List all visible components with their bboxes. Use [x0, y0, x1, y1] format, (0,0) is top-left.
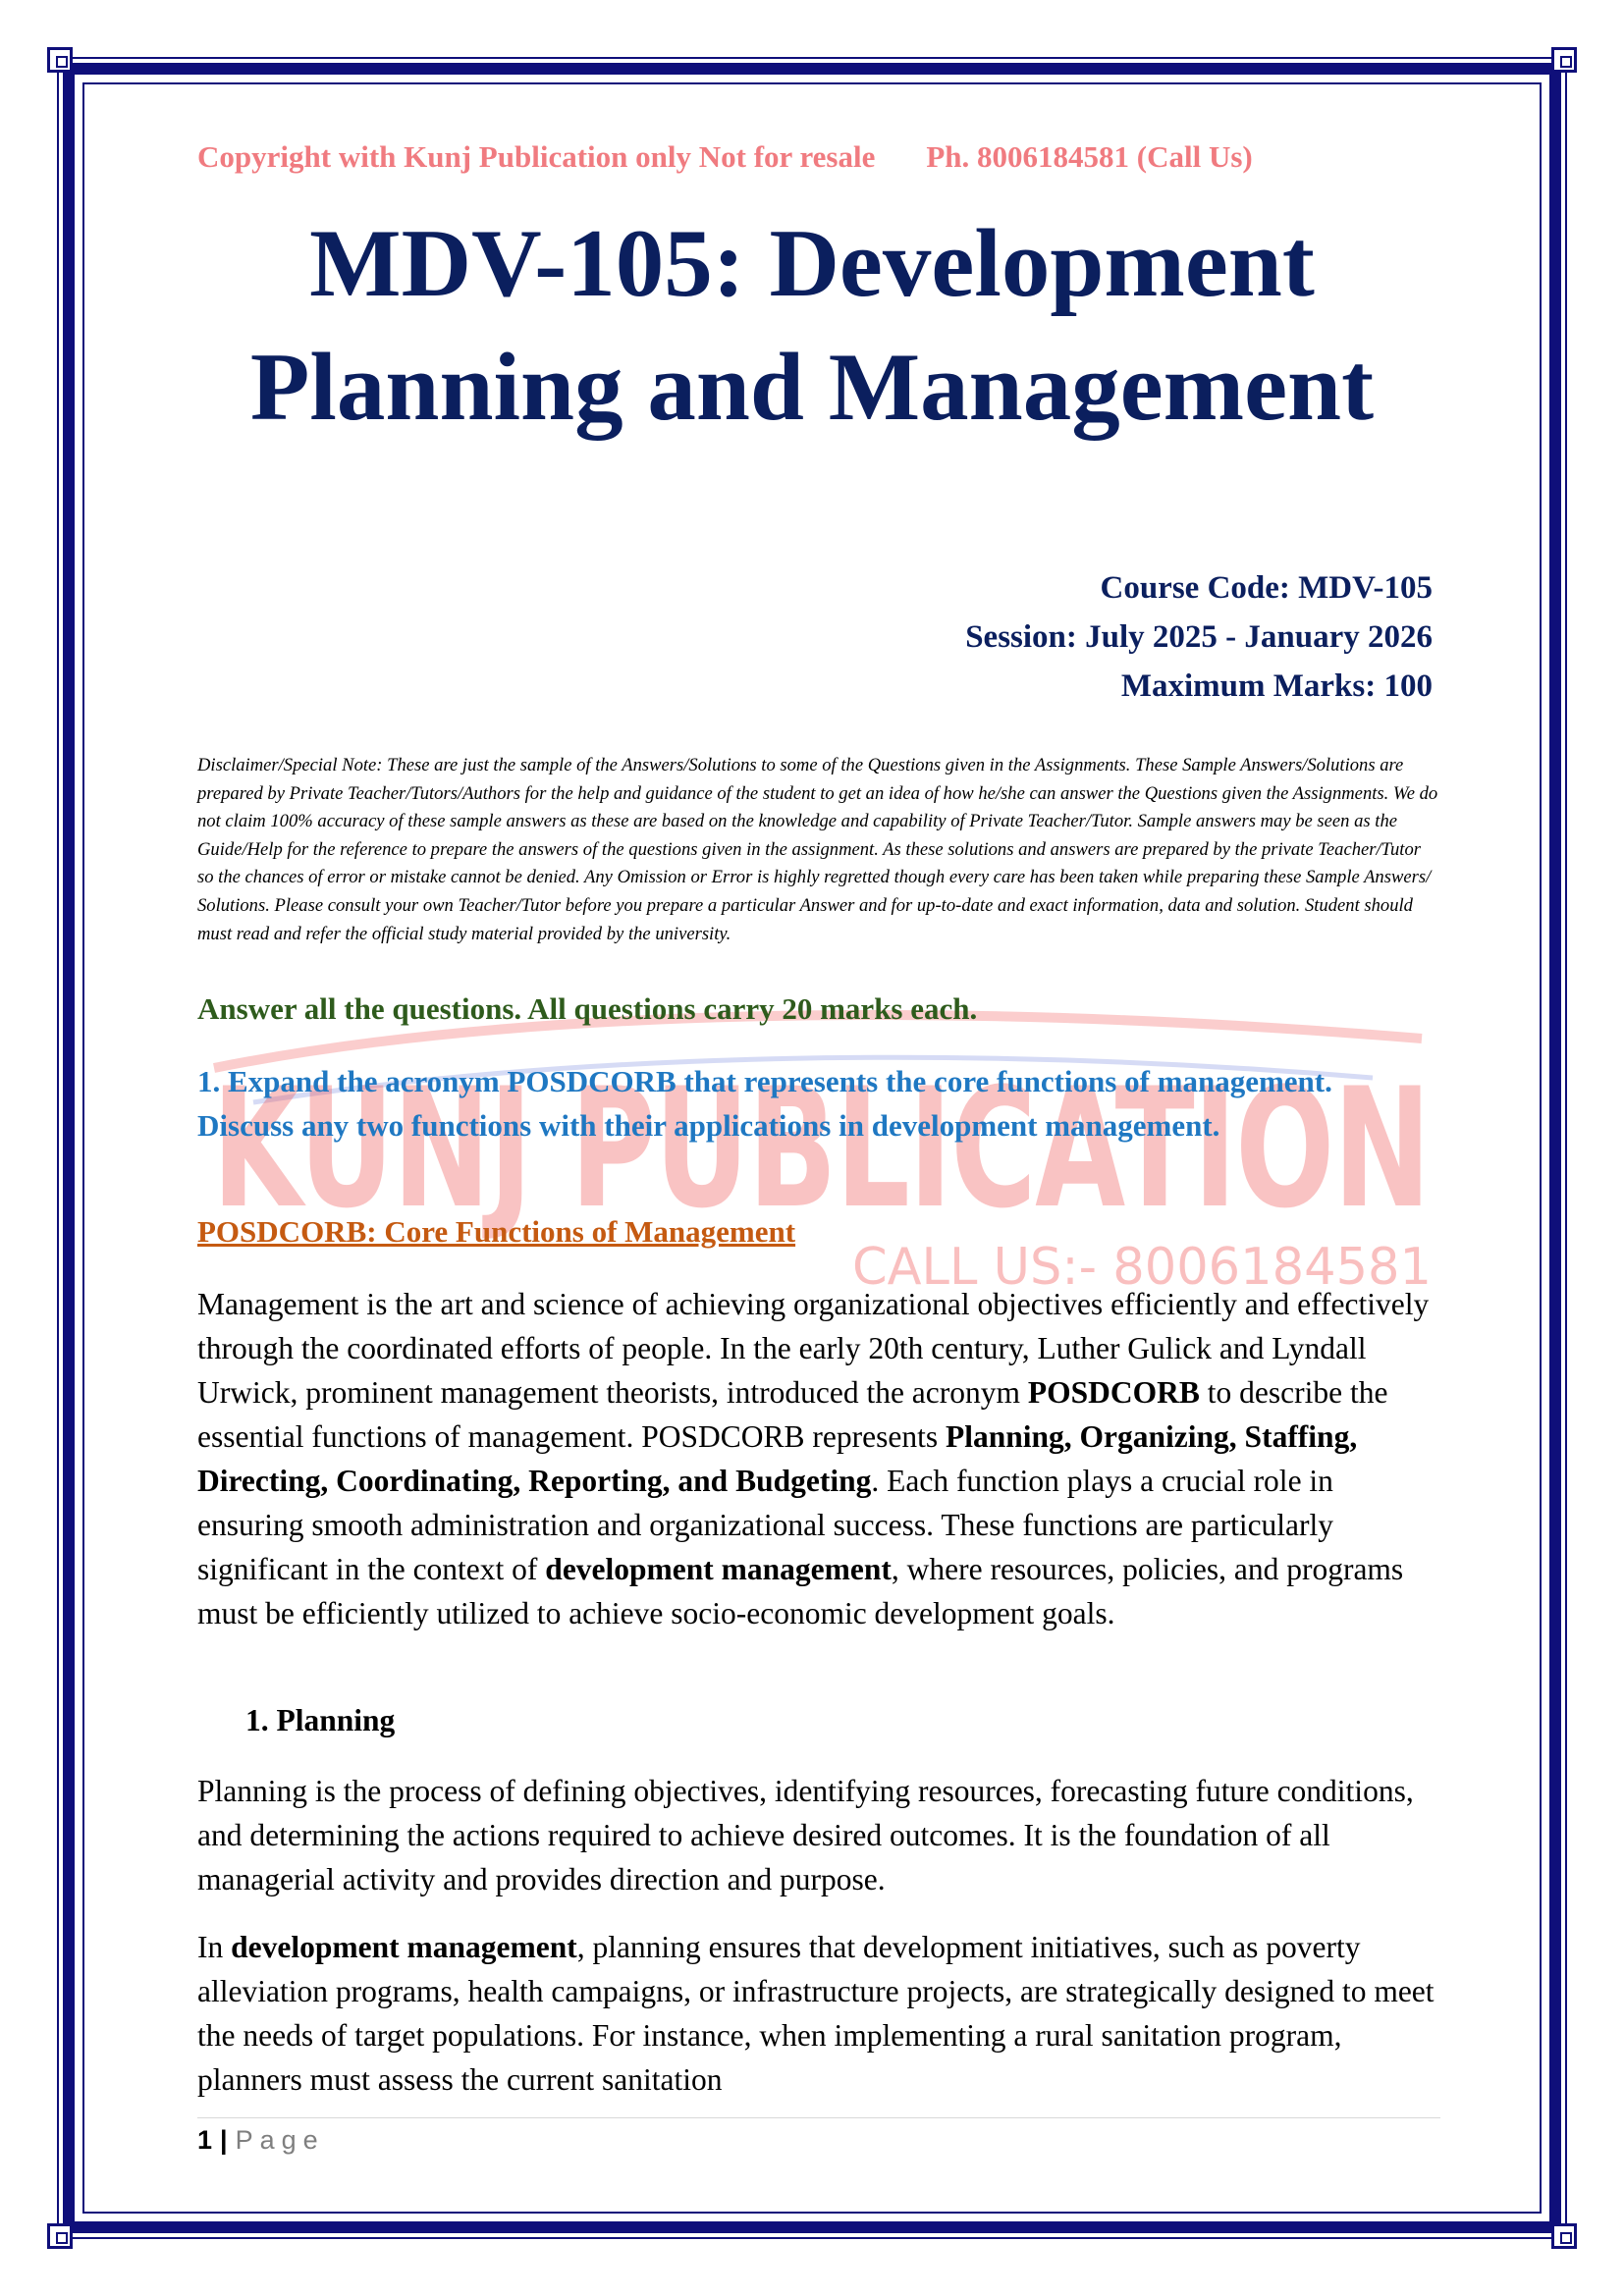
page-label: Page: [235, 2125, 325, 2155]
bold-term-posdcorb: POSDCORB: [1027, 1375, 1200, 1410]
course-meta: [965, 563, 1433, 711]
bold-term-development-management: development management: [231, 1930, 577, 1964]
list-heading-planning: 1. Planning: [245, 1703, 396, 1737]
corner-ornament-bottom-right: [1551, 2223, 1577, 2249]
text-run: . Each function plays a crucial role in ensuring smooth administration and organizational success. These functions are particularly significant in the context of: [197, 1464, 1334, 1586]
text-run: In: [197, 1930, 232, 1964]
question-1: 1. Expand the acronym POSDCORB that represents the core functions of management. Discuss any two functions with their applications in development management.: [197, 1064, 1332, 1143]
watermark-brand: KUNJ PUBLICATION: [212, 1052, 1430, 1245]
footer-separator: |: [220, 2125, 228, 2155]
course-session: Session: July 2025 - January 2026: [965, 619, 1433, 655]
copyright-line: [197, 139, 1433, 175]
corner-ornament-top-right: [1551, 47, 1577, 73]
title-line-1: MDV-105: Development: [309, 210, 1315, 317]
corner-ornament-top-left: [47, 47, 73, 73]
page-footer: [197, 2125, 325, 2156]
watermark-phone: CALL US:- 8006184581: [852, 1238, 1432, 1294]
bold-term-development-management: development management: [545, 1552, 892, 1586]
copyright-text: Copyright with Kunj Publication only Not for resale: [197, 139, 876, 174]
bold-term-functions: Planning, Organizing, Staffing, Directing, Coordinating, Reporting, and Budgeting: [197, 1419, 1358, 1498]
text-run: , where resources, policies, and programs must be efficiently utilized to achieve socio-economic development goals.: [197, 1552, 1404, 1630]
section-heading: POSDCORB: Core Functions of Management: [197, 1214, 796, 1249]
disclaimer: Disclaimer/Special Note: These are just the sample of the Answers/Solutions to some of the Questions given in the Assignments. These Sample Answers/Solutions are prepared by Private Teacher/Tutors/Authors for the help and guidance of the student to get an idea of how he/she can answer the Questions given the Assignments. We do not claim 100% accuracy of these sample answers as these are based on the knowledge and capability of Private Teacher/Tutor. Sample answers may be seen as the Guide/Help for the reference to prepare the answers of the questions given in the assignment. As these solutions and answers are prepared by the private Teacher/Tutor so the chances of error or mistake cannot be denied. Any Omission or Error is highly regretted though every care has been taken while preparing these Sample Answers/ Solutions. Please consult your own Teacher/Tutor before you prepare a particular Answer and for up-to-date and exact information, data and solution. Student should must read and refer the official study material provided by the university.: [197, 755, 1438, 944]
course-code: Course Code: MDV-105: [1100, 570, 1433, 606]
paragraph-planning-definition: Planning is the process of defining objectives, identifying resources, forecasting future conditions, and determining the actions required to achieve desired outcomes. It is the foundation of all managerial activity and provides direction and purpose.: [197, 1774, 1414, 1896]
text-run: to describe the essential functions of management. POSDCORB represents: [197, 1375, 1388, 1454]
page-number: 1: [197, 2125, 213, 2155]
paragraph-intro: [197, 1282, 1440, 1635]
footer-divider: [197, 2117, 1440, 2118]
phone-text: Ph. 8006184581 (Call Us): [926, 139, 1253, 174]
instruction: Answer all the questions. All questions carry 20 marks each.: [197, 991, 978, 1026]
text-run: Management is the art and science of achieving organizational objectives efficiently and effectively through the coordinated efforts of people. In the early 20th century, Luther Gulick and Lyndall Urwick, prominent management theorists, introduced the acronym: [197, 1287, 1430, 1410]
title-line-2: Planning and Management: [249, 334, 1375, 441]
paragraph-planning-application: [197, 1925, 1440, 2102]
corner-ornament-bottom-left: [47, 2223, 73, 2249]
page-title: [147, 202, 1477, 450]
max-marks: Maximum Marks: 100: [1120, 668, 1433, 704]
text-run: , planning ensures that development initiatives, such as poverty alleviation programs, health campaigns, or infrastructure projects, are strategically designed to meet the needs of target populations. For instance, when implementing a rural sanitation program, planners must assess the current sanitation: [197, 1930, 1435, 2097]
